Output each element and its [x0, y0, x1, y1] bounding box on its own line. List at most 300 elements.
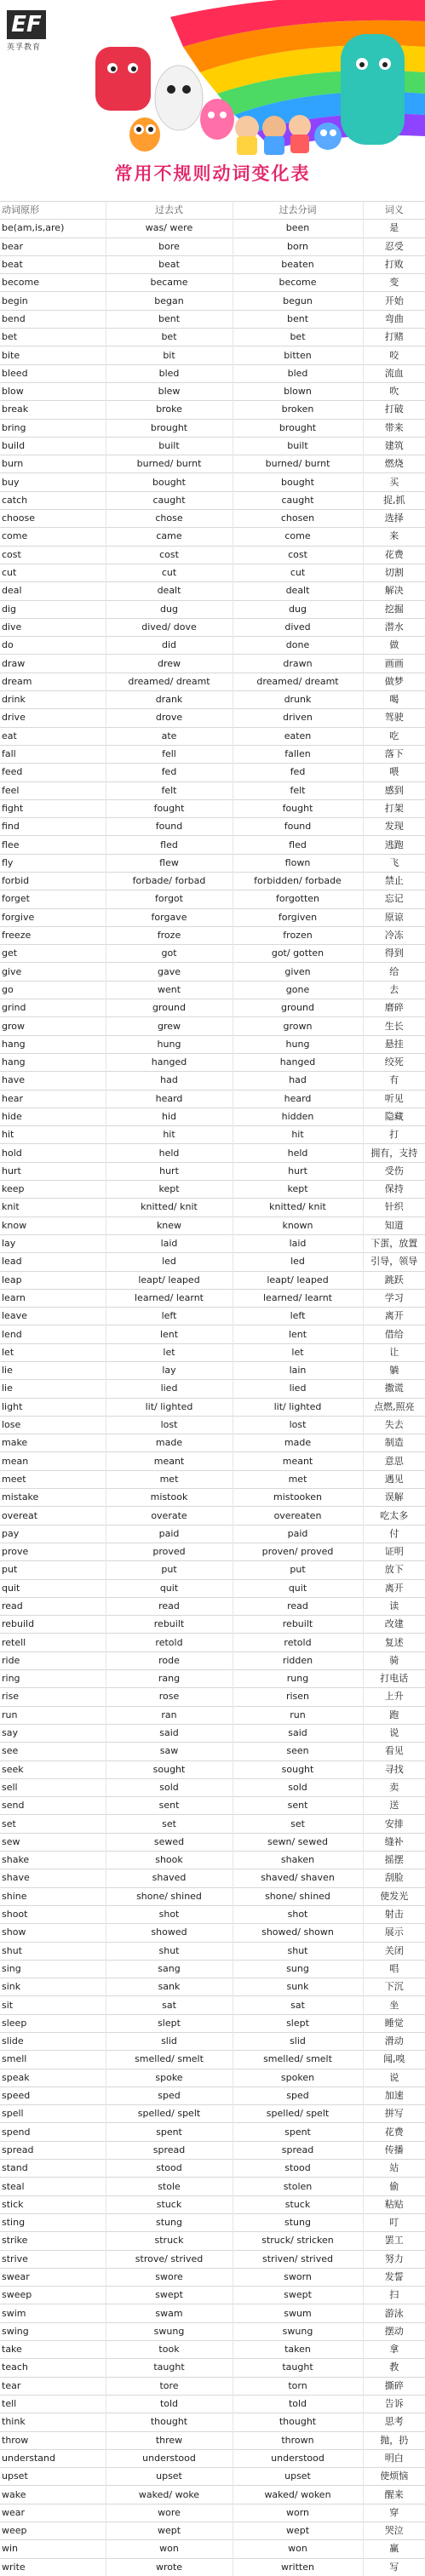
verb-base-cell: beat: [0, 255, 106, 273]
past-tense-cell: stole: [106, 2178, 233, 2195]
past-participle-cell: stung: [233, 2213, 363, 2231]
meaning-cell: 潜水: [363, 618, 425, 636]
meaning-cell: 拿: [363, 2341, 425, 2359]
table-row: [0, 1525, 425, 1543]
verb-base-cell: hit: [0, 1126, 106, 1144]
meaning-cell: 吹: [363, 382, 425, 400]
verb-base-cell: smell: [0, 2051, 106, 2069]
verb-base-cell: send: [0, 1797, 106, 1815]
meaning-cell: 燃烧: [363, 455, 425, 473]
verb-base-cell: win: [0, 2540, 106, 2558]
past-participle-cell: won: [233, 2540, 363, 2558]
past-participle-cell: sunk: [233, 1978, 363, 1996]
table-row: [0, 1778, 425, 1796]
past-participle-cell: broken: [233, 401, 363, 419]
past-tense-cell: hid: [106, 1108, 233, 1125]
verb-base-cell: fight: [0, 799, 106, 817]
meaning-cell: 误解: [363, 1489, 425, 1507]
past-tense-cell: strove/ strived: [106, 2250, 233, 2268]
past-participle-cell: begun: [233, 292, 363, 310]
irregular-verbs-table: [0, 201, 425, 2576]
past-tense-cell: said: [106, 1724, 233, 1742]
past-participle-cell: set: [233, 1815, 363, 1833]
table-row: [0, 274, 425, 292]
past-participle-cell: lied: [233, 1380, 363, 1398]
past-participle-cell: lit/ lighted: [233, 1398, 363, 1416]
past-tense-cell: chose: [106, 510, 233, 528]
past-tense-cell: drew: [106, 655, 233, 673]
past-tense-cell: made: [106, 1434, 233, 1452]
past-tense-cell: taught: [106, 2359, 233, 2377]
past-tense-cell: caught: [106, 491, 233, 509]
verb-base-cell: stick: [0, 2195, 106, 2213]
table-row: [0, 1706, 425, 1724]
past-participle-cell: felt: [233, 781, 363, 799]
verb-base-cell: sleep: [0, 2014, 106, 2032]
table-row: [0, 2213, 425, 2231]
past-tense-cell: brought: [106, 419, 233, 437]
verb-base-cell: sell: [0, 1778, 106, 1796]
past-participle-cell: knitted/ knit: [233, 1199, 363, 1216]
meaning-cell: 离开: [363, 1308, 425, 1325]
meaning-cell: 逃跑: [363, 836, 425, 854]
past-participle-cell: torn: [233, 2377, 363, 2395]
meaning-cell: 来: [363, 528, 425, 546]
past-participle-cell: hung: [233, 1035, 363, 1053]
past-participle-cell: born: [233, 238, 363, 255]
meaning-cell: 关闭: [363, 1942, 425, 1960]
verb-base-cell: understand: [0, 2449, 106, 2467]
table-row: [0, 600, 425, 618]
past-participle-cell: smelled/ smelt: [233, 2051, 363, 2069]
meaning-cell: 寻找: [363, 1760, 425, 1778]
header-banner: [0, 0, 425, 201]
past-tense-cell: cut: [106, 564, 233, 581]
table-row: [0, 1815, 425, 1833]
past-participle-cell: quit: [233, 1579, 363, 1597]
meaning-cell: 原谅: [363, 908, 425, 926]
table-row: [0, 510, 425, 528]
past-tense-cell: understood: [106, 2449, 233, 2467]
table-row: [0, 364, 425, 382]
meaning-cell: 针织: [363, 1199, 425, 1216]
verb-base-cell: weep: [0, 2522, 106, 2540]
verb-base-cell: lie: [0, 1362, 106, 1380]
meaning-cell: 买: [363, 473, 425, 491]
column-header: 过去分词: [233, 202, 363, 220]
verb-base-cell: dive: [0, 618, 106, 636]
table-row: [0, 329, 425, 346]
past-tense-cell: rebuilt: [106, 1616, 233, 1634]
past-tense-cell: dealt: [106, 582, 233, 600]
meaning-cell: 带来: [363, 419, 425, 437]
meaning-cell: 读: [363, 1597, 425, 1615]
meaning-cell: 下沉: [363, 1978, 425, 1996]
meaning-cell: 醒来: [363, 2486, 425, 2504]
meaning-cell: 改建: [363, 1616, 425, 1634]
table-row: [0, 945, 425, 963]
meaning-cell: 发现: [363, 818, 425, 836]
past-tense-cell: rose: [106, 1688, 233, 1706]
meaning-cell: 引导，领导: [363, 1253, 425, 1271]
table-row: [0, 727, 425, 745]
table-row: [0, 1162, 425, 1180]
past-tense-cell: shook: [106, 1852, 233, 1869]
past-tense-cell: ran: [106, 1706, 233, 1724]
meaning-cell: 唱: [363, 1960, 425, 1978]
past-tense-cell: met: [106, 1470, 233, 1488]
past-tense-cell: threw: [106, 2431, 233, 2449]
meaning-cell: 做: [363, 637, 425, 655]
past-participle-cell: put: [233, 1561, 363, 1579]
past-participle-cell: sent: [233, 1797, 363, 1815]
past-participle-cell: laid: [233, 1234, 363, 1252]
past-tense-cell: hung: [106, 1035, 233, 1053]
past-participle-cell: striven/ strived: [233, 2250, 363, 2268]
past-tense-cell: sought: [106, 1760, 233, 1778]
past-participle-cell: gone: [233, 981, 363, 999]
past-tense-cell: bit: [106, 346, 233, 364]
past-tense-cell: burned/ burnt: [106, 455, 233, 473]
past-tense-cell: forbade/ forbad: [106, 872, 233, 890]
table-row: [0, 1398, 425, 1416]
past-participle-cell: cut: [233, 564, 363, 581]
meaning-cell: 粘贴: [363, 2195, 425, 2213]
past-participle-cell: led: [233, 1253, 363, 1271]
table-row: [0, 908, 425, 926]
table-row: [0, 2032, 425, 2050]
table-row: [0, 2087, 425, 2104]
meaning-cell: 保持: [363, 1181, 425, 1199]
table-row: [0, 1470, 425, 1488]
meaning-cell: 知道: [363, 1216, 425, 1234]
past-tense-cell: proved: [106, 1543, 233, 1560]
past-participle-cell: thrown: [233, 2431, 363, 2449]
past-participle-cell: become: [233, 274, 363, 292]
past-tense-cell: fed: [106, 764, 233, 781]
past-tense-cell: retold: [106, 1634, 233, 1652]
past-tense-cell: rode: [106, 1652, 233, 1669]
meaning-cell: 明白: [363, 2449, 425, 2467]
verb-base-cell: tell: [0, 2395, 106, 2413]
past-tense-cell: meant: [106, 1452, 233, 1470]
meaning-cell: 有: [363, 1072, 425, 1090]
table-row: [0, 799, 425, 817]
table-row: [0, 2341, 425, 2359]
verb-base-cell: seek: [0, 1760, 106, 1778]
past-participle-cell: showed/ shown: [233, 1924, 363, 1942]
verb-base-cell: swing: [0, 2322, 106, 2340]
table-row: [0, 1597, 425, 1615]
table-row: [0, 637, 425, 655]
table-row: [0, 999, 425, 1017]
past-tense-cell: won: [106, 2540, 233, 2558]
past-participle-cell: spent: [233, 2123, 363, 2141]
table-header-row: [0, 202, 425, 220]
table-row: [0, 1579, 425, 1597]
past-participle-cell: hit: [233, 1126, 363, 1144]
past-tense-cell: began: [106, 292, 233, 310]
table-row: [0, 2395, 425, 2413]
verb-base-cell: shine: [0, 1887, 106, 1905]
past-tense-cell: broke: [106, 401, 233, 419]
table-row: [0, 1017, 425, 1035]
past-tense-cell: drove: [106, 709, 233, 727]
past-tense-cell: lost: [106, 1416, 233, 1434]
past-participle-cell: been: [233, 220, 363, 238]
table-row: [0, 1996, 425, 2014]
meaning-cell: 刮脸: [363, 1869, 425, 1887]
verb-base-cell: buy: [0, 473, 106, 491]
past-participle-cell: overeaten: [233, 1507, 363, 1525]
table-row: [0, 1271, 425, 1289]
verb-base-cell: feed: [0, 764, 106, 781]
table-row: [0, 655, 425, 673]
past-participle-cell: driven: [233, 709, 363, 727]
table-row: [0, 2232, 425, 2250]
meaning-cell: 弯曲: [363, 310, 425, 328]
verb-base-cell: lend: [0, 1325, 106, 1343]
table-row: [0, 1616, 425, 1634]
past-tense-cell: overate: [106, 1507, 233, 1525]
verb-base-cell: get: [0, 945, 106, 963]
past-participle-cell: forgiven: [233, 908, 363, 926]
verb-base-cell: let: [0, 1343, 106, 1361]
meaning-cell: 打架: [363, 799, 425, 817]
logo-mark: EF: [7, 10, 46, 39]
past-participle-cell: rebuilt: [233, 1616, 363, 1634]
table-row: [0, 1833, 425, 1851]
past-tense-cell: smelled/ smelt: [106, 2051, 233, 2069]
past-participle-cell: kept: [233, 1181, 363, 1199]
meaning-cell: 喝: [363, 691, 425, 709]
table-row: [0, 255, 425, 273]
past-participle-cell: taught: [233, 2359, 363, 2377]
meaning-cell: 是: [363, 220, 425, 238]
past-participle-cell: sought: [233, 1760, 363, 1778]
meaning-cell: 选择: [363, 510, 425, 528]
page-title: 常用不规则动词变化表: [114, 163, 311, 184]
table-row: [0, 1561, 425, 1579]
past-tense-cell: leapt/ leaped: [106, 1271, 233, 1289]
table-row: [0, 2522, 425, 2540]
table-row: [0, 1634, 425, 1652]
verb-base-cell: hear: [0, 1090, 106, 1108]
past-tense-cell: was/ were: [106, 220, 233, 238]
meaning-cell: 骑: [363, 1652, 425, 1669]
table-row: [0, 437, 425, 455]
meaning-cell: 点燃,照亮: [363, 1398, 425, 1416]
past-participle-cell: shot: [233, 1905, 363, 1923]
past-tense-cell: fought: [106, 799, 233, 817]
table-row: [0, 1234, 425, 1252]
table-row: [0, 1380, 425, 1398]
past-tense-cell: quit: [106, 1579, 233, 1597]
table-row: [0, 2540, 425, 2558]
past-tense-cell: gave: [106, 963, 233, 981]
verb-base-cell: overeat: [0, 1507, 106, 1525]
past-tense-cell: hurt: [106, 1162, 233, 1180]
table-row: [0, 1942, 425, 1960]
past-participle-cell: given: [233, 963, 363, 981]
meaning-cell: 绞死: [363, 1053, 425, 1071]
verb-base-cell: sting: [0, 2213, 106, 2231]
verb-base-cell: steal: [0, 2178, 106, 2195]
past-participle-cell: grown: [233, 1017, 363, 1035]
meaning-cell: 喂: [363, 764, 425, 781]
verb-base-cell: grind: [0, 999, 106, 1017]
past-participle-cell: lain: [233, 1362, 363, 1380]
table-row: [0, 2504, 425, 2522]
table-row: [0, 1743, 425, 1760]
table-row: [0, 346, 425, 364]
table-row: [0, 1543, 425, 1560]
verb-base-cell: throw: [0, 2431, 106, 2449]
past-participle-cell: ridden: [233, 1652, 363, 1669]
past-tense-cell: sewed: [106, 1833, 233, 1851]
past-tense-cell: swung: [106, 2322, 233, 2340]
meaning-cell: 挖掘: [363, 600, 425, 618]
table-row: [0, 1343, 425, 1361]
verb-base-cell: give: [0, 963, 106, 981]
verb-base-cell: find: [0, 818, 106, 836]
past-participle-cell: swum: [233, 2304, 363, 2322]
table-row: [0, 1924, 425, 1942]
verb-base-cell: bear: [0, 238, 106, 255]
meaning-cell: 使发光: [363, 1887, 425, 1905]
past-tense-cell: spoke: [106, 2069, 233, 2087]
past-tense-cell: learned/ learnt: [106, 1289, 233, 1307]
table-row: [0, 1978, 425, 1996]
past-tense-cell: built: [106, 437, 233, 455]
past-participle-cell: shone/ shined: [233, 1887, 363, 1905]
table-row: [0, 764, 425, 781]
verb-base-cell: sweep: [0, 2287, 106, 2304]
meaning-cell: 扫: [363, 2287, 425, 2304]
meaning-cell: 写: [363, 2558, 425, 2576]
past-tense-cell: beat: [106, 255, 233, 273]
verb-base-cell: speed: [0, 2087, 106, 2104]
table-row: [0, 1652, 425, 1669]
past-tense-cell: fell: [106, 745, 233, 763]
table-row: [0, 1724, 425, 1742]
table-row: [0, 2449, 425, 2467]
past-participle-cell: thought: [233, 2413, 363, 2431]
column-header: 过去式: [106, 202, 233, 220]
verb-base-cell: shoot: [0, 1905, 106, 1923]
meaning-cell: 滑动: [363, 2032, 425, 2050]
past-participle-cell: read: [233, 1597, 363, 1615]
meaning-cell: 拥有，支持: [363, 1144, 425, 1162]
past-tense-cell: tore: [106, 2377, 233, 2395]
table-row: [0, 1887, 425, 1905]
table-row: [0, 618, 425, 636]
table-row: [0, 1325, 425, 1343]
verb-base-cell: flee: [0, 836, 106, 854]
verb-base-cell: stand: [0, 2160, 106, 2178]
past-participle-cell: held: [233, 1144, 363, 1162]
verb-base-cell: leap: [0, 1271, 106, 1289]
table-row: [0, 1688, 425, 1706]
meaning-cell: 感到: [363, 781, 425, 799]
past-participle-cell: cost: [233, 546, 363, 564]
meaning-cell: 受伤: [363, 1162, 425, 1180]
past-tense-cell: sank: [106, 1978, 233, 1996]
meaning-cell: 睡觉: [363, 2014, 425, 2032]
meaning-cell: 说: [363, 1724, 425, 1742]
past-participle-cell: heard: [233, 1090, 363, 1108]
past-tense-cell: bled: [106, 364, 233, 382]
verb-base-cell: hide: [0, 1108, 106, 1125]
table-row: [0, 2468, 425, 2486]
table-row: [0, 220, 425, 238]
meaning-cell: 吃: [363, 727, 425, 745]
meaning-cell: 借给: [363, 1325, 425, 1343]
past-participle-cell: swung: [233, 2322, 363, 2340]
past-tense-cell: drank: [106, 691, 233, 709]
past-participle-cell: dealt: [233, 582, 363, 600]
verb-base-cell: spell: [0, 2105, 106, 2123]
past-participle-cell: slept: [233, 2014, 363, 2032]
past-participle-cell: met: [233, 1470, 363, 1488]
meaning-cell: 卖: [363, 1778, 425, 1796]
meaning-cell: 得到: [363, 945, 425, 963]
verb-base-cell: hold: [0, 1144, 106, 1162]
table-row: [0, 2195, 425, 2213]
verb-base-cell: set: [0, 1815, 106, 1833]
past-tense-cell: spelled/ spelt: [106, 2105, 233, 2123]
past-participle-cell: built: [233, 437, 363, 455]
meaning-cell: 哭泣: [363, 2522, 425, 2540]
past-tense-cell: rang: [106, 1670, 233, 1688]
past-participle-cell: leapt/ leaped: [233, 1271, 363, 1289]
verb-base-cell: ride: [0, 1652, 106, 1669]
verb-base-cell: feel: [0, 781, 106, 799]
past-tense-cell: shaved: [106, 1869, 233, 1887]
meaning-cell: 传播: [363, 2141, 425, 2159]
past-participle-cell: wept: [233, 2522, 363, 2540]
table-row: [0, 2377, 425, 2395]
past-participle-cell: struck/ stricken: [233, 2232, 363, 2250]
past-participle-cell: spelled/ spelt: [233, 2105, 363, 2123]
meaning-cell: 抛，扔: [363, 2431, 425, 2449]
past-participle-cell: sung: [233, 1960, 363, 1978]
past-participle-cell: burned/ burnt: [233, 455, 363, 473]
verb-base-cell: hang: [0, 1053, 106, 1071]
past-tense-cell: lit/ lighted: [106, 1398, 233, 1416]
past-tense-cell: read: [106, 1597, 233, 1615]
meaning-cell: 看见: [363, 1743, 425, 1760]
verb-base-cell: learn: [0, 1289, 106, 1307]
meaning-cell: 变: [363, 274, 425, 292]
past-tense-cell: paid: [106, 1525, 233, 1543]
verb-base-cell: break: [0, 401, 106, 419]
meaning-cell: 赢: [363, 2540, 425, 2558]
meaning-cell: 吃太多: [363, 1507, 425, 1525]
past-participle-cell: meant: [233, 1452, 363, 1470]
past-tense-cell: saw: [106, 1743, 233, 1760]
past-participle-cell: risen: [233, 1688, 363, 1706]
past-participle-cell: bent: [233, 310, 363, 328]
verb-base-cell: hang: [0, 1035, 106, 1053]
past-participle-cell: hidden: [233, 1108, 363, 1125]
meaning-cell: 射击: [363, 1905, 425, 1923]
past-participle-cell: hurt: [233, 1162, 363, 1180]
past-tense-cell: knitted/ knit: [106, 1199, 233, 1216]
meaning-cell: 偷: [363, 2178, 425, 2195]
table-row: [0, 473, 425, 491]
verb-base-cell: come: [0, 528, 106, 546]
